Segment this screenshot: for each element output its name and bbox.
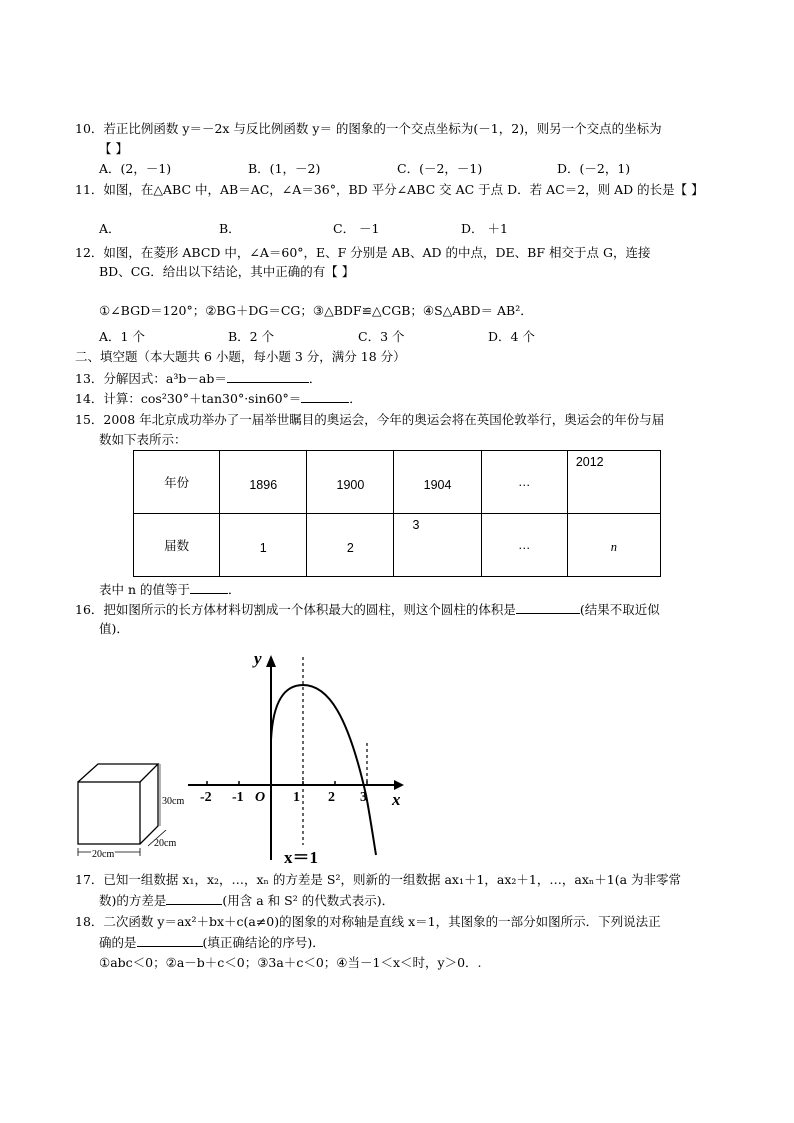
q14-text: 计算：cos²30°＋tan30°·sin60°＝ xyxy=(103,391,302,406)
q18-answer-blank[interactable] xyxy=(137,934,203,947)
q13-number: 13． xyxy=(75,371,104,386)
origin-label: O xyxy=(255,790,266,805)
q17-number: 17． xyxy=(75,872,104,887)
height-label: 30cm xyxy=(162,796,185,807)
q16-text2: 值)． xyxy=(99,621,129,636)
q15-answer-blank[interactable] xyxy=(190,581,228,594)
parabola-curve xyxy=(271,685,376,855)
q15-end: ． xyxy=(228,582,241,597)
symmetry-axis-label: x＝1 xyxy=(284,848,318,867)
y-axis-label: y xyxy=(254,649,262,668)
q17-text2: 数)的方差是 xyxy=(99,893,167,908)
cuboid-side-face xyxy=(140,764,158,844)
q10-text: 若正比例函数 y＝－2x 与反比例函数 y＝ 的图象的一个交点坐标为(－1，2)，则另一个交点的坐标为 xyxy=(103,121,662,136)
q10-option-c: C．(－2，－1) xyxy=(397,161,483,176)
cuboid-figure xyxy=(70,760,190,860)
tick-label: 2 xyxy=(328,790,335,805)
cuboid-front-face xyxy=(78,782,140,844)
q12-option-b: B．2 个 xyxy=(228,329,275,344)
table-row xyxy=(134,514,661,577)
q16-text1b: (结果不取近似 xyxy=(579,602,660,617)
q17-line1 xyxy=(75,872,681,888)
cuboid-top-face xyxy=(78,764,158,782)
table-cell: … xyxy=(481,514,567,577)
q15-after xyxy=(99,581,241,598)
table-cell: 2 xyxy=(307,514,394,577)
table-row xyxy=(134,451,661,514)
q13-text: 分解因式：a³b－ab＝ xyxy=(103,371,227,386)
q12-number: 12． xyxy=(75,245,104,260)
q10-line1 xyxy=(75,121,662,137)
tick-label: 3 xyxy=(360,790,367,805)
q18-conclusions: ①abc＜0；②a－b＋c＜0；③3a＋c＜0；④当－1＜x＜时，y＞0．. xyxy=(99,955,482,970)
q18-line2 xyxy=(99,934,325,951)
table-cell: 2012 xyxy=(567,451,660,514)
q17-text2b: (用含 a 和 S² 的代数式表示)． xyxy=(222,893,395,908)
q11-option-c: C． －1 xyxy=(333,221,380,236)
table-cell: 年份 xyxy=(134,451,220,514)
width-label: 20cm xyxy=(92,849,115,860)
table-cell: 3 xyxy=(394,514,481,577)
q11-option-a: A． xyxy=(99,221,121,236)
q15-number: 15． xyxy=(75,412,104,427)
q13-answer-blank[interactable] xyxy=(227,370,309,383)
q17-line2 xyxy=(99,892,394,909)
q18-text2b: (填正确结论的序号)． xyxy=(202,935,325,950)
q18-line1 xyxy=(75,914,661,930)
q15-after-text: 表中 n 的值等于 xyxy=(99,582,190,597)
q17-text1: 已知一组数据 x₁，x₂，…，xₙ 的方差是 S²，则新的一组数据 ax₁＋1，ax₂＋1，…，axₙ＋1(a 为非零常 xyxy=(103,872,682,887)
q14-end: ． xyxy=(349,391,362,406)
q10-answer-bracket: 【 】 xyxy=(99,141,128,156)
table-cell: 1904 xyxy=(394,451,481,514)
table-cell: 届数 xyxy=(134,514,220,577)
q10-number: 10． xyxy=(75,121,104,136)
q16-number: 16． xyxy=(75,602,104,617)
q11-text: 如图，在△ABC 中，AB＝AC，∠A＝36°，BD 平分∠ABC 交 AC 于点 D．若 AC＝2，则 AD 的长是【 】 xyxy=(103,182,704,197)
q10-option-a: A．(2，－1) xyxy=(99,161,172,176)
y-axis-arrow xyxy=(266,655,276,667)
q12-line1 xyxy=(75,245,650,261)
q12-option-d: D．4 个 xyxy=(488,329,535,344)
q16-answer-blank[interactable] xyxy=(516,601,580,614)
q11-number: 11． xyxy=(75,182,104,197)
q14-number: 14． xyxy=(75,391,104,406)
q17-answer-blank[interactable] xyxy=(166,892,222,905)
q12-text2: BD、CG．给出以下结论，其中正确的有【 】 xyxy=(99,264,355,279)
q15-text2: 数如下表所示： xyxy=(99,432,187,447)
q15-line1 xyxy=(75,412,664,428)
q11-line1 xyxy=(75,182,704,198)
q14-answer-blank[interactable] xyxy=(301,390,349,403)
q11-option-d: D． ＋1 xyxy=(461,221,508,236)
q15-text1: 2008 年北京成功举办了一届举世瞩目的奥运会，今年的奥运会将在英国伦敦举行，奥运会的年份与届 xyxy=(103,412,665,427)
tick-label: -1 xyxy=(232,790,244,805)
x-axis-label: x xyxy=(392,790,401,809)
table-cell: 1896 xyxy=(220,451,307,514)
section-heading: 二、填空题（本大题共 6 小题，每小题 3 分，满分 18 分） xyxy=(75,349,406,364)
q10-option-b: B．(1，－2) xyxy=(248,161,321,176)
q16-text1: 把如图所示的长方体材料切割成一个体积最大的圆柱，则这个圆柱的体积是 xyxy=(103,602,516,617)
table-cell: … xyxy=(481,451,567,514)
table-cell: 1 xyxy=(220,514,307,577)
q12-conclusions: ①∠BGD＝120°；②BG＋DG＝CG；③△BDF≌△CGB；④S△ABD＝ AB²． xyxy=(99,303,533,318)
q14-line xyxy=(75,390,362,407)
q12-option-a: A．1 个 xyxy=(99,329,145,344)
q16-line1 xyxy=(75,601,660,618)
parabola-graph xyxy=(188,645,413,867)
table-cell: 1900 xyxy=(307,451,394,514)
tick-label: 1 xyxy=(293,790,300,805)
q12-option-c: C．3 个 xyxy=(358,329,405,344)
q10-option-d: D．(－2，1) xyxy=(557,161,631,176)
q13-end: ． xyxy=(308,371,322,386)
q12-text1: 如图，在菱形 ABCD 中，∠A＝60°，E、F 分别是 AB、AD 的中点，DE、BF 相交于点 G，连接 xyxy=(103,245,651,260)
q13-line xyxy=(75,370,321,387)
q18-number: 18． xyxy=(75,914,104,929)
x-axis-arrow xyxy=(394,780,404,790)
depth-label: 20cm xyxy=(154,838,177,849)
table-cell: n xyxy=(567,514,660,577)
q11-option-b: B． xyxy=(219,221,241,236)
tick-label: -2 xyxy=(200,790,212,805)
q18-text1: 二次函数 y＝ax²＋bx＋c(a≠0)的图象的对称轴是直线 x＝1，其图象的一部分如图所示．下列说法正 xyxy=(103,914,661,929)
q18-text2: 确的是 xyxy=(99,935,137,950)
olympics-table xyxy=(133,450,661,577)
